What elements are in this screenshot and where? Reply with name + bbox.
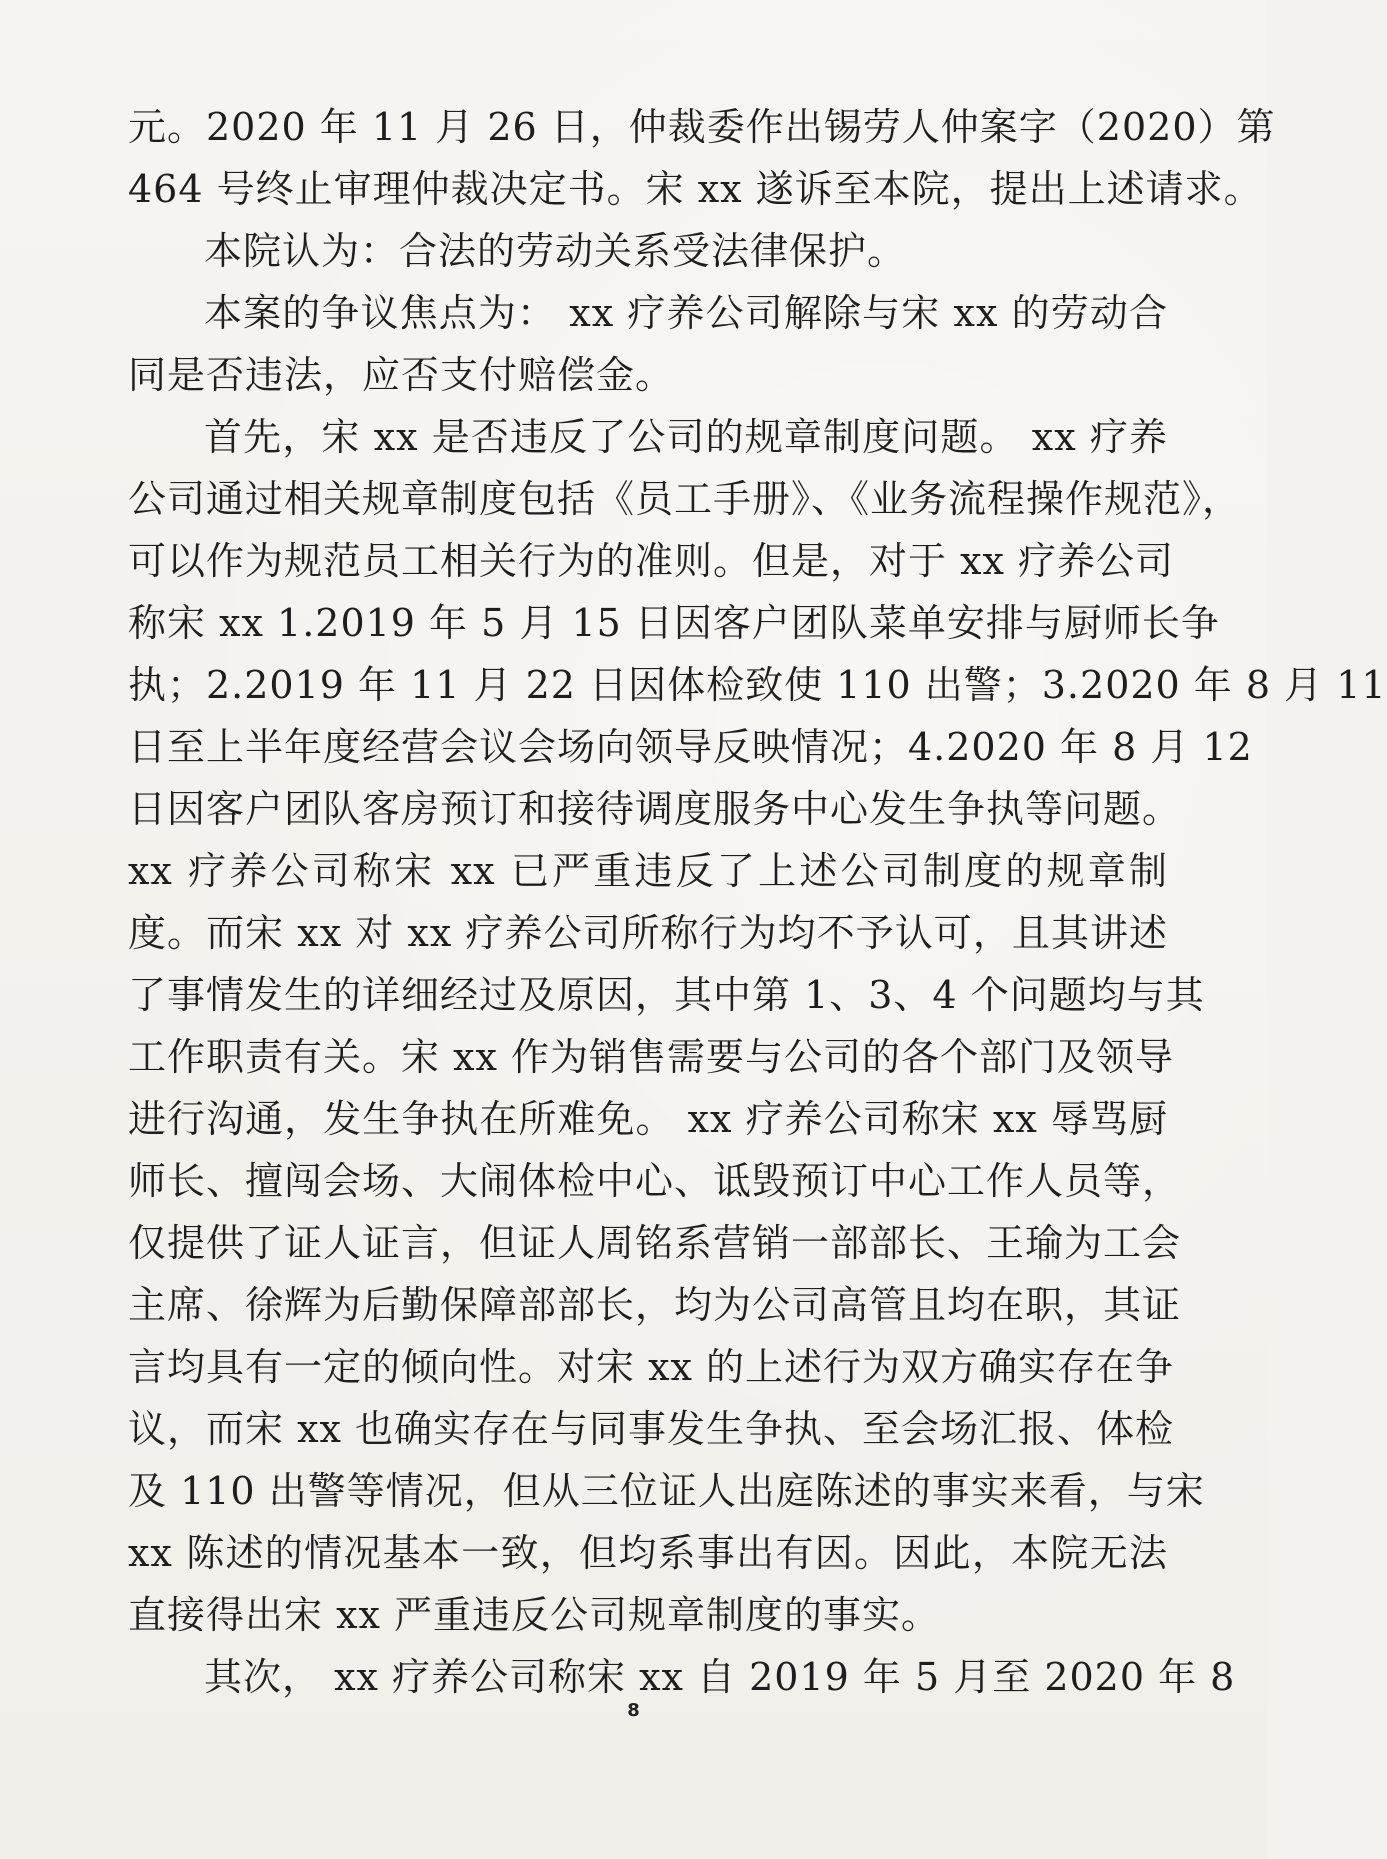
text-line: 师长、擅闯会场、大闹体检中心、诋毁预订中心工作人员等， [128,1159,1182,1203]
text-line: 首先，宋 xx 是否违反了公司的规章制度问题。 xx 疗养 [204,415,1168,459]
text-line: 言均具有一定的倾向性。对宋 xx 的上述行为双方确实存在争 [128,1345,1175,1389]
text-line: 直接得出宋 xx 严重违反公司规章制度的事实。 [128,1593,941,1637]
text-line: 464 号终止审理仲裁决定书。宋 xx 遂诉至本院，提出上述请求。 [128,167,1263,211]
text-line: 及 110 出警等情况，但从三位证人出庭陈述的事实来看，与宋 [128,1469,1205,1513]
text-line: 进行沟通，发生争执在所难免。 xx 疗养公司称宋 xx 辱骂厨 [128,1097,1168,1141]
text-line: 同是否违法，应否支付赔偿金。 [128,353,675,397]
text-line: 仅提供了证人证言，但证人周铭系营销一部部长、王瑜为工会 [128,1221,1182,1265]
page-number: 8 [627,1700,640,1721]
text-line: 可以作为规范员工相关行为的准则。但是，对于 xx 疗养公司 [128,539,1175,583]
text-line: xx 疗养公司称宋 xx 已严重违反了上述公司制度的规章制 [128,849,1168,893]
text-line: 执；2.2019 年 11 月 22 日因体检致使 110 出警；3.2020 年 8 月 11 [128,663,1387,707]
text-line: 本案的争议焦点为： xx 疗养公司解除与宋 xx 的劳动合 [204,291,1168,335]
text-line: 日至上半年度经营会议会场向领导反映情况；4.2020 年 8 月 12 [128,725,1253,769]
text-line: 主席、徐辉为后勤保障部部长，均为公司高管且均在职，其证 [128,1283,1182,1327]
text-line: 其次， xx 疗养公司称宋 xx 自 2019 年 5 月至 2020 年 8 [204,1655,1236,1699]
body-text [128,96,1387,1708]
text-line: 本院认为：合法的劳动关系受法律保护。 [204,229,907,273]
text-line: 称宋 xx 1.2019 年 5 月 15 日因客户团队菜单安排与厨师长争 [128,601,1220,645]
text-line: 日因客户团队客房预订和接待调度服务中心发生争执等问题。 [128,787,1182,831]
text-line: 元。2020 年 11 月 26 日，仲裁委作出锡劳人仲案字（2020）第 [128,105,1276,149]
text-line: 了事情发生的详细经过及原因，其中第 1、3、4 个问题均与其 [128,973,1205,1017]
text-line: 公司通过相关规章制度包括《员工手册》、《业务流程操作规范》， [128,477,1242,521]
text-line: xx 陈述的情况基本一致，但均系事出有因。因此，本院无法 [128,1531,1168,1575]
text-line: 度。而宋 xx 对 xx 疗养公司所称行为均不予认可，且其讲述 [128,911,1168,955]
text-line: 工作职责有关。宋 xx 作为销售需要与公司的各个部门及领导 [128,1035,1175,1079]
text-line: 议，而宋 xx 也确实存在与同事发生争执、至会场汇报、体检 [128,1407,1175,1451]
